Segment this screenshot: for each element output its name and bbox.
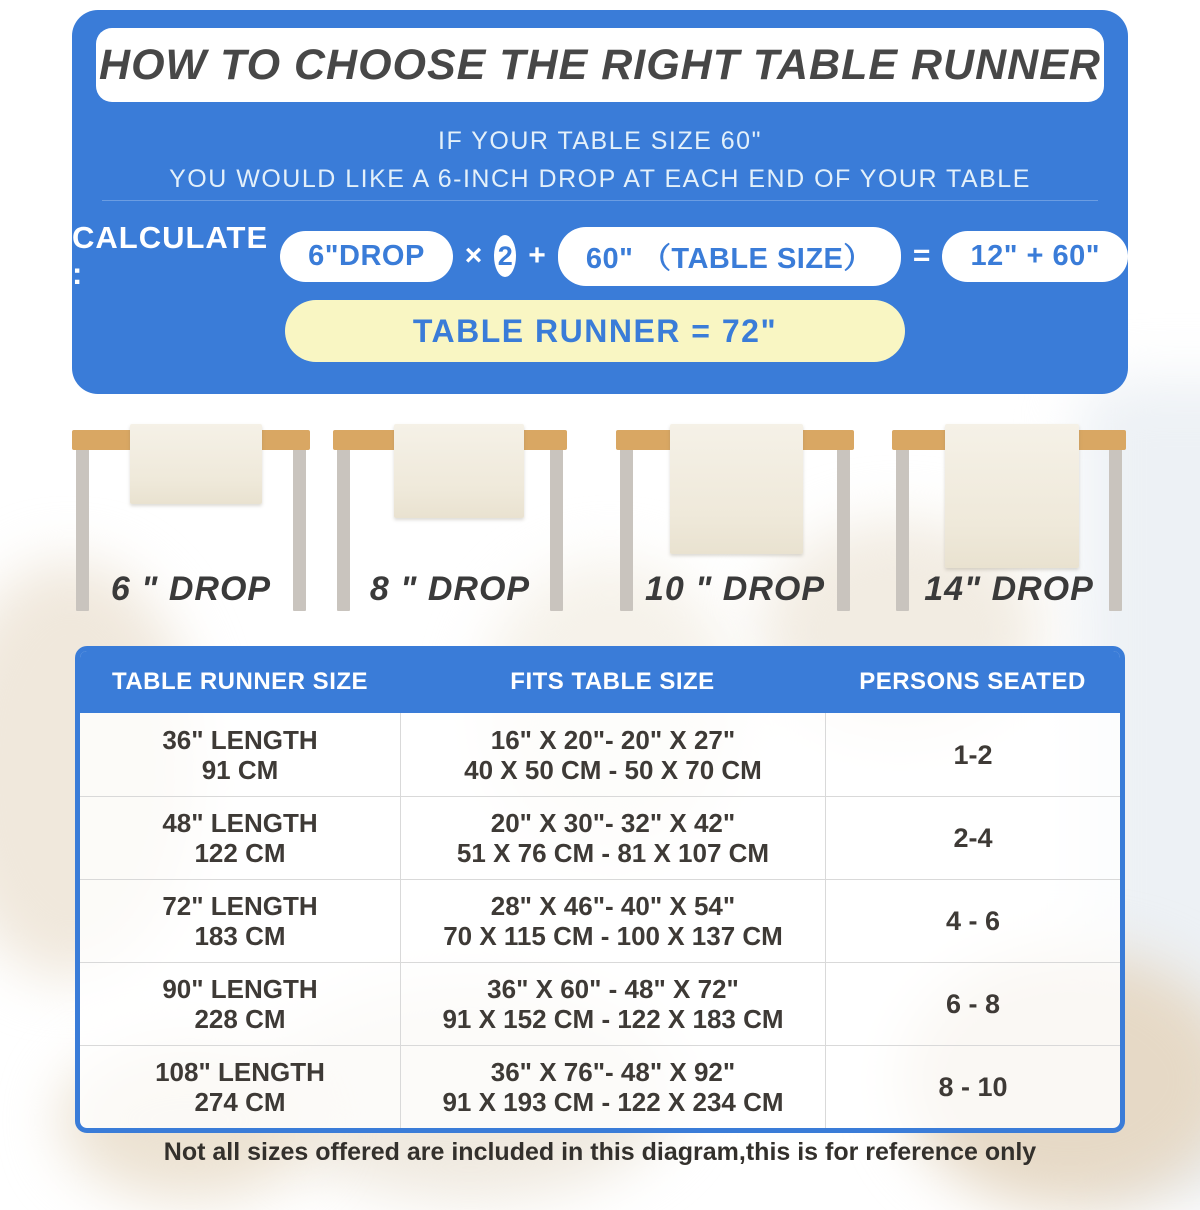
persons-seated-value: 4 - 6 — [945, 906, 1001, 936]
persons-seated-value: 6 - 8 — [945, 989, 1001, 1019]
header-panel — [72, 10, 1128, 394]
drop-value-pill: 6"DROP — [280, 231, 453, 282]
table-runner-cloth — [670, 424, 803, 554]
runner-length-cm: 183 CM — [194, 921, 286, 951]
table-figure-14-drop — [892, 420, 1126, 620]
table-runner-cloth — [394, 424, 524, 518]
drop-illustrations — [0, 420, 1200, 620]
fits-size-cm: 91 X 193 CM - 122 X 234 CM — [442, 1087, 784, 1117]
runner-length-cm: 122 CM — [194, 838, 286, 868]
runner-length-cm: 91 CM — [201, 754, 279, 785]
persons-cell — [825, 1045, 1120, 1128]
persons-cell — [825, 713, 1120, 796]
persons-cell — [825, 879, 1120, 962]
persons-cell — [825, 962, 1120, 1045]
table-figure-10-drop — [616, 420, 854, 620]
drop-label: 6 " DROP — [110, 570, 272, 608]
title-banner — [96, 28, 1104, 102]
fits-size-cell — [400, 879, 825, 962]
persons-cell — [825, 796, 1120, 879]
drop-label: 14" DROP — [924, 570, 1094, 608]
table-figure-6-drop — [72, 420, 310, 620]
persons-seated-value: 8 - 10 — [938, 1072, 1008, 1102]
fits-size-cm: 91 X 152 CM - 122 X 183 CM — [442, 1004, 784, 1034]
fits-size-inches: 16" X 20"- 20" X 27" — [490, 724, 736, 755]
table-row — [80, 796, 1120, 879]
runner-length-inches: 108" LENGTH — [155, 1057, 325, 1087]
equals-operator: = — [912, 239, 931, 272]
fits-size-cell — [400, 713, 825, 796]
persons-seated-value: 1-2 — [953, 739, 993, 770]
fits-size-inches: 36" X 76"- 48" X 92" — [490, 1057, 736, 1087]
fits-size-cm: 40 X 50 CM - 50 X 70 CM — [464, 754, 762, 785]
multiplier-circle: 2 — [494, 235, 516, 277]
fits-size-inches: 20" X 30"- 32" X 42" — [490, 808, 736, 838]
runner-length-inches: 90" LENGTH — [162, 974, 318, 1004]
persons-seated-value: 2-4 — [953, 823, 993, 853]
calculation-row — [72, 220, 1128, 291]
size-reference-table — [75, 646, 1125, 1133]
runner-length-inches: 36" LENGTH — [162, 724, 318, 755]
table-row — [80, 879, 1120, 962]
column-header-persons-seated: PERSONS SEATED — [859, 668, 1086, 695]
subtitle-line-2: YOU WOULD LIKE A 6-INCH DROP AT EACH END OF YOUR TABLE — [169, 165, 1031, 193]
drop-label: 8 " DROP — [369, 570, 531, 608]
column-header-fits-table-size: FITS TABLE SIZE — [510, 668, 715, 695]
runner-length-inches: 48" LENGTH — [162, 808, 318, 838]
runner-size-cell — [80, 796, 400, 879]
subtitle-line-1: IF YOUR TABLE SIZE 60" — [438, 127, 762, 155]
table-row — [80, 1045, 1120, 1128]
fits-size-inches: 28" X 46"- 40" X 54" — [490, 891, 736, 921]
times-operator: × — [464, 239, 483, 272]
table-size-pill: 60" （TABLE SIZE） — [558, 227, 901, 286]
column-header-runner-size: TABLE RUNNER SIZE — [111, 668, 369, 695]
runner-size-cell — [80, 1045, 400, 1128]
runner-size-cell — [80, 879, 400, 962]
runner-length-inches: 72" LENGTH — [162, 891, 318, 921]
fits-size-cell — [400, 962, 825, 1045]
table-runner-cloth — [130, 424, 262, 504]
plus-operator: + — [528, 239, 546, 272]
result-pill — [285, 300, 905, 362]
footer-text: Not all sizes offered are included in this diagram,this is for reference only — [163, 1138, 1037, 1166]
table-body — [80, 713, 1120, 1128]
table-runner-cloth — [945, 424, 1079, 568]
fits-size-inches: 36" X 60" - 48" X 72" — [487, 974, 739, 1004]
sum-pill: 12" + 60" — [942, 231, 1128, 282]
fits-size-cm: 51 X 76 CM - 81 X 107 CM — [456, 838, 770, 868]
runner-size-cell — [80, 713, 400, 796]
table-figure-8-drop — [333, 420, 567, 620]
drop-label: 10 " DROP — [644, 570, 826, 608]
result-text: TABLE RUNNER = 72" — [412, 312, 778, 349]
runner-length-cm: 274 CM — [194, 1087, 286, 1117]
fits-size-cell — [400, 1045, 825, 1128]
table-row — [80, 962, 1120, 1045]
fits-size-cell — [400, 796, 825, 879]
calculate-label: CALCULATE : — [72, 220, 269, 291]
table-header-row — [80, 651, 1120, 713]
fits-size-cm: 70 X 115 CM - 100 X 137 CM — [443, 921, 783, 951]
subtitle — [72, 122, 1128, 198]
runner-size-cell — [80, 962, 400, 1045]
footer-note — [0, 1138, 1200, 1167]
divider-line — [102, 200, 1098, 201]
page-title: HOW TO CHOOSE THE RIGHT TABLE RUNNER — [99, 40, 1101, 89]
runner-length-cm: 228 CM — [194, 1004, 286, 1034]
table-row — [80, 713, 1120, 796]
